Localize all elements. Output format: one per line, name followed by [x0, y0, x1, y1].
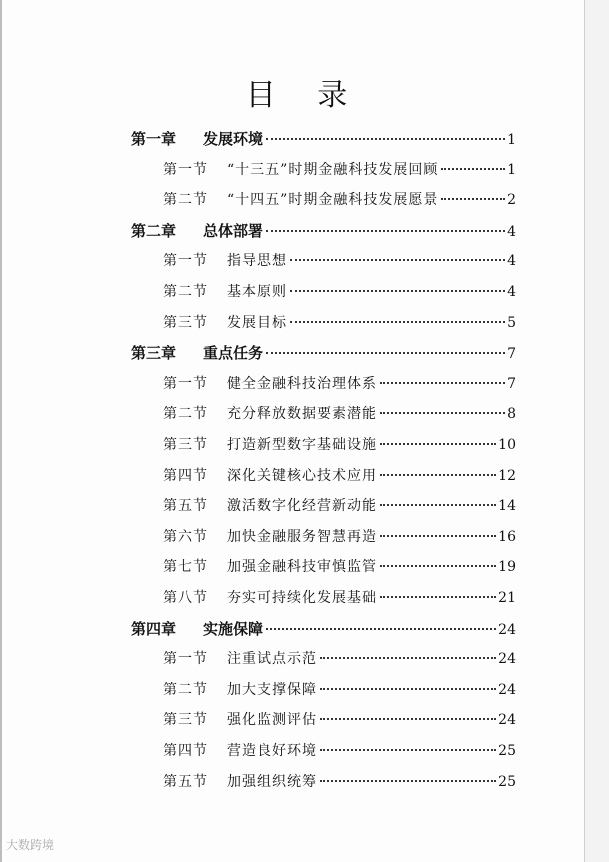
toc-entry-number: 第六节	[163, 528, 208, 545]
toc-entry-title: 发展环境	[203, 130, 264, 148]
dot-leader	[290, 290, 505, 292]
toc-section-entry[interactable]	[163, 587, 516, 609]
toc-page-number: 8	[507, 406, 516, 423]
toc-page-number: 19	[498, 559, 516, 576]
dot-leader	[320, 718, 496, 720]
watermark: 大数跨境	[6, 838, 55, 852]
dot-leader	[380, 565, 496, 567]
dot-leader	[380, 535, 496, 537]
dot-leader	[380, 443, 496, 445]
toc-entry-title: “十四五”时期金融科技发展愿景	[227, 192, 439, 209]
toc-entry-number: 第一节	[163, 375, 208, 392]
toc-page-number: 25	[498, 773, 516, 790]
toc-entry-number: 第八节	[163, 590, 208, 606]
dot-leader	[441, 168, 505, 170]
toc-entry-number: 第三章	[131, 344, 177, 363]
toc-page-number: 5	[507, 314, 516, 331]
toc-entry-number: 第五节	[163, 773, 208, 790]
toc-entry-number: 第一章	[131, 130, 177, 148]
toc-section-entry[interactable]	[163, 526, 516, 548]
dot-leader	[266, 230, 505, 232]
toc-page-number: 2	[507, 192, 516, 209]
toc-page-number: 10	[498, 437, 516, 453]
toc-section-entry[interactable]	[163, 556, 516, 578]
toc-section-entry[interactable]	[163, 250, 516, 272]
toc-page-number: 4	[507, 223, 516, 240]
page-title: 目 录	[245, 78, 364, 113]
toc-entry-title: 实施保障	[203, 619, 264, 638]
dot-leader	[290, 321, 505, 323]
toc-section-entry[interactable]	[163, 495, 516, 517]
page-left-edge	[0, 0, 2, 862]
toc-entry-title: 加快金融服务智慧再造	[227, 528, 377, 545]
dot-leader	[320, 688, 496, 690]
toc-entry-title: 加强金融科技审慎监管	[227, 559, 377, 576]
toc-entry-title: 注重试点示范	[227, 651, 317, 668]
toc-entry-title: 总体部署	[203, 221, 264, 240]
toc-entry-number: 第二章	[131, 221, 177, 240]
toc-page-number: 7	[507, 375, 516, 392]
toc-page-number: 21	[498, 590, 516, 606]
toc-entry-number: 第一节	[163, 161, 208, 178]
toc-entry-title: 加强组织统筹	[227, 773, 317, 790]
toc-section-entry[interactable]	[163, 403, 516, 425]
toc-entry-title: 健全金融科技治理体系	[227, 375, 377, 392]
dot-leader	[320, 780, 496, 782]
toc-section-entry[interactable]	[163, 159, 516, 181]
toc-page-number: 14	[498, 498, 516, 515]
toc-entry-title: 深化关键核心技术应用	[227, 467, 377, 484]
toc-page-number: 1	[507, 132, 516, 148]
dot-leader	[290, 259, 505, 261]
toc-entry-number: 第一节	[163, 651, 208, 668]
toc-section-entry[interactable]	[163, 189, 516, 211]
dot-leader	[320, 657, 496, 659]
toc-section-entry[interactable]	[163, 281, 516, 303]
toc-entry-number: 第三节	[163, 437, 208, 453]
toc-entry-number: 第五节	[163, 498, 208, 515]
toc-entry-number: 第二节	[163, 406, 208, 423]
toc-entry-title: 营造良好环境	[227, 743, 317, 759]
toc-section-entry[interactable]	[163, 465, 516, 487]
dot-leader	[380, 474, 496, 476]
dot-leader	[266, 628, 496, 630]
toc-chapter-entry[interactable]	[131, 128, 516, 150]
toc-section-entry[interactable]	[163, 709, 516, 731]
toc-chapter-entry[interactable]	[131, 618, 516, 640]
toc-section-entry[interactable]	[163, 740, 516, 762]
toc-page-number: 7	[507, 346, 516, 363]
dot-leader	[380, 382, 505, 384]
dot-leader	[266, 138, 505, 140]
toc-entry-title: 打造新型数字基础设施	[227, 437, 377, 453]
toc-entry-title: 充分释放数据要素潜能	[227, 406, 377, 423]
toc-entry-title: 夯实可持续化发展基础	[227, 590, 377, 606]
toc-page-number: 24	[498, 681, 516, 698]
dot-leader	[266, 352, 505, 354]
toc-page-number: 4	[507, 284, 516, 300]
toc-page-number: 25	[498, 743, 516, 759]
toc-entry-number: 第四章	[131, 619, 177, 638]
toc-entry-number: 第三节	[163, 314, 208, 331]
toc-section-entry[interactable]	[163, 434, 516, 456]
toc-entry-title: 加大支撑保障	[227, 681, 317, 698]
toc-page-number: 24	[498, 621, 516, 638]
toc-chapter-entry[interactable]	[131, 220, 516, 242]
page-margin	[585, 0, 609, 862]
toc-page-number: 16	[498, 528, 516, 545]
toc-entry-title: 强化监测评估	[227, 712, 317, 729]
toc-page-number: 4	[507, 253, 516, 270]
dot-leader	[441, 198, 505, 200]
dot-leader	[380, 412, 505, 414]
toc-entry-number: 第三节	[163, 712, 208, 729]
toc-page-number: 1	[507, 161, 516, 178]
toc-section-entry[interactable]	[163, 771, 516, 793]
toc-entry-title: “十三五”时期金融科技发展回顾	[227, 161, 439, 178]
toc-section-entry[interactable]	[163, 312, 516, 334]
toc-entry-number: 第二节	[163, 681, 208, 698]
toc-entry-title: 激活数字化经营新动能	[227, 498, 377, 515]
toc-entry-number: 第二节	[163, 192, 208, 209]
toc-entry-number: 第一节	[163, 253, 208, 270]
toc-entry-number: 第二节	[163, 284, 208, 300]
toc-entry-title: 发展目标	[227, 314, 287, 331]
dot-leader	[320, 749, 496, 751]
dot-leader	[380, 504, 496, 506]
toc-entry-number: 第七节	[163, 559, 208, 576]
toc-page-number: 24	[498, 712, 516, 729]
toc-section-entry[interactable]	[163, 373, 516, 395]
toc-chapter-entry[interactable]	[131, 342, 516, 364]
toc-section-entry[interactable]	[163, 679, 516, 701]
toc-entry-number: 第四节	[163, 743, 208, 759]
toc-entry-number: 第四节	[163, 467, 208, 484]
toc-entry-title: 基本原则	[227, 284, 287, 300]
toc-page-number: 24	[498, 651, 516, 668]
toc-entry-title: 指导思想	[227, 253, 287, 270]
dot-leader	[380, 596, 496, 598]
toc-section-entry[interactable]	[163, 648, 516, 670]
toc-page-number: 12	[498, 467, 516, 484]
toc-entry-title: 重点任务	[203, 344, 264, 363]
